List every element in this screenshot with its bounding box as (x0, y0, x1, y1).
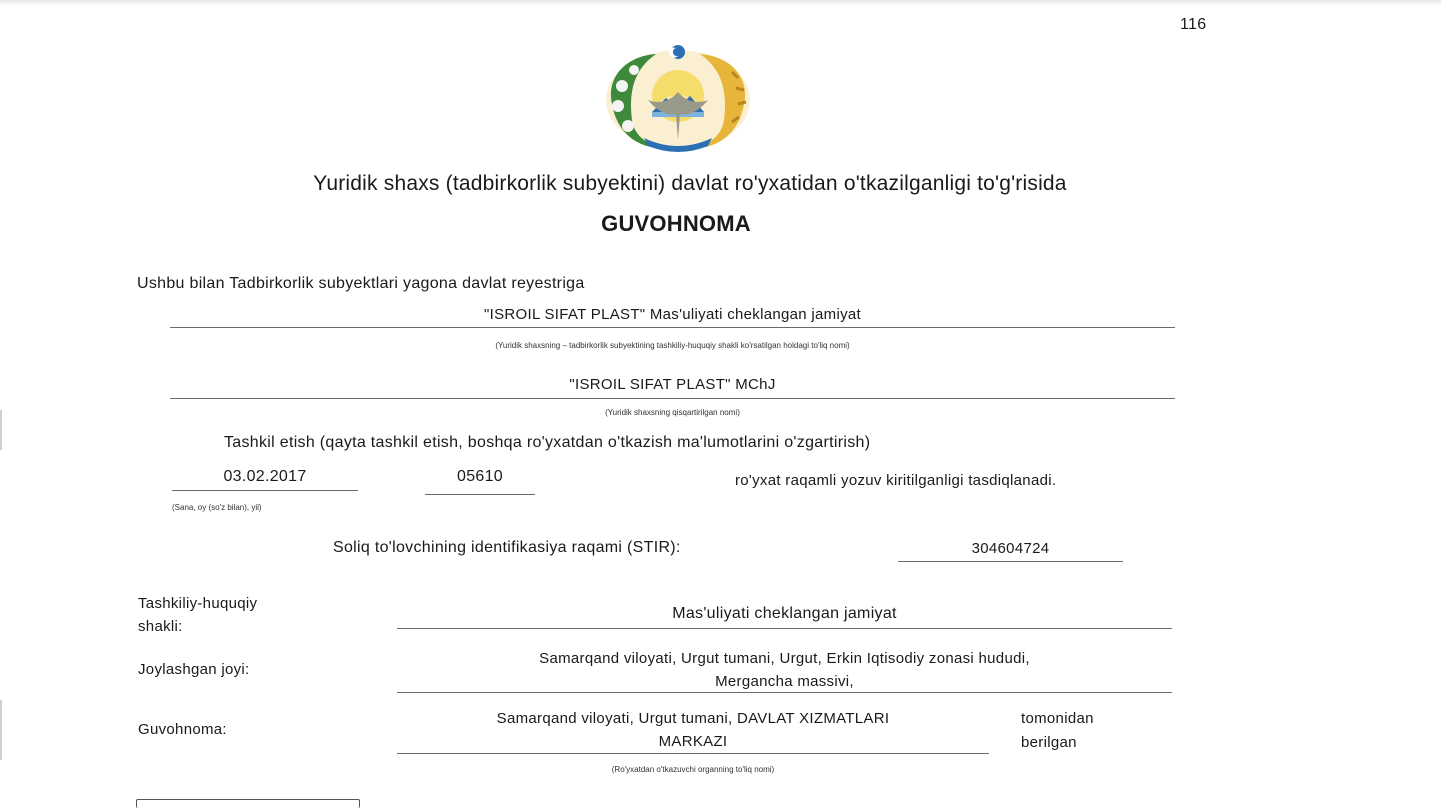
legal-form-label: Tashkiliy-huquqiy (138, 595, 258, 612)
certificate-issuer-line (397, 753, 989, 754)
scan-edge-mark (0, 700, 2, 760)
stir-line (898, 561, 1123, 562)
page-number: 116 (1180, 16, 1207, 33)
registration-number-line (425, 494, 535, 495)
location-line (397, 692, 1172, 693)
certificate-suffix-1: tomonidan (1021, 710, 1094, 727)
registration-confirm-text: ro'yxat raqamli yozuv kiritilganligi tasdiqlanadi. (735, 472, 1057, 489)
registration-date: 03.02.2017 (223, 468, 307, 485)
document-heading: GUVOHNOMA (601, 211, 751, 236)
short-name-caption: (Yuridik shaxsning qisqartirilgan nomi) (605, 408, 740, 417)
registration-number: 05610 (457, 468, 503, 485)
legal-form-value: Mas'uliyati cheklangan jamiyat (672, 605, 897, 622)
location-label: Joylashgan joyi: (138, 661, 250, 678)
full-name-value: "ISROIL SIFAT PLAST" Mas'uliyati cheklangan jamiyat (483, 306, 861, 323)
short-name-line (170, 398, 1175, 399)
certificate-issuer-line-1: Samarqand viloyati, Urgut tumani, DAVLAT XIZMATLARI (496, 710, 890, 727)
legal-form-line (397, 628, 1172, 629)
certificate-label: Guvohnoma: (138, 721, 227, 738)
certificate-issuer-line-2: MARKAZI (658, 733, 728, 750)
registration-date-line (172, 490, 358, 491)
scan-edge-mark (0, 410, 2, 450)
document-title: Yuridik shaxs (tadbirkorlik subyektini) davlat ro'yxatidan o'tkazilganligi to'g'risida (313, 172, 1067, 195)
date-caption: (Sana, oy (so'z bilan), yil) (172, 503, 262, 512)
short-name-value: "ISROIL SIFAT PLAST" MChJ (569, 376, 776, 393)
top-shadow (0, 0, 1441, 6)
legal-form-label-2: shakli: (138, 618, 183, 635)
certificate-suffix-2: berilgan (1021, 734, 1077, 751)
intro-text: Ushbu bilan Tadbirkorlik subyektlari yagona davlat reyestriga (137, 275, 585, 292)
full-name-caption: (Yuridik shaxsning – tadbirkorlik subyektining tashkiliy-huquqiy shakli ko'rsatilgan holdagi to'liq nomi) (495, 341, 850, 350)
state-emblem-icon (598, 42, 758, 154)
location-line-1: Samarqand viloyati, Urgut tumani, Urgut, Erkin Iqtisodiy zonasi hududi, (539, 650, 1030, 667)
stir-value: 304604724 (971, 540, 1050, 557)
certificate-caption: (Ro'yxatdan o'tkazuvchi organning to'liq nomi) (611, 765, 775, 774)
action-text: Tashkil etish (qayta tashkil etish, boshqa ro'yxatdan o'tkazish ma'lumotlarini o'zgartirish) (224, 434, 871, 451)
location-line-2: Mergancha massivi, (715, 673, 854, 690)
stir-label: Soliq to'lovchining identifikasiya raqami (STIR): (333, 539, 681, 556)
full-name-line (170, 327, 1175, 328)
